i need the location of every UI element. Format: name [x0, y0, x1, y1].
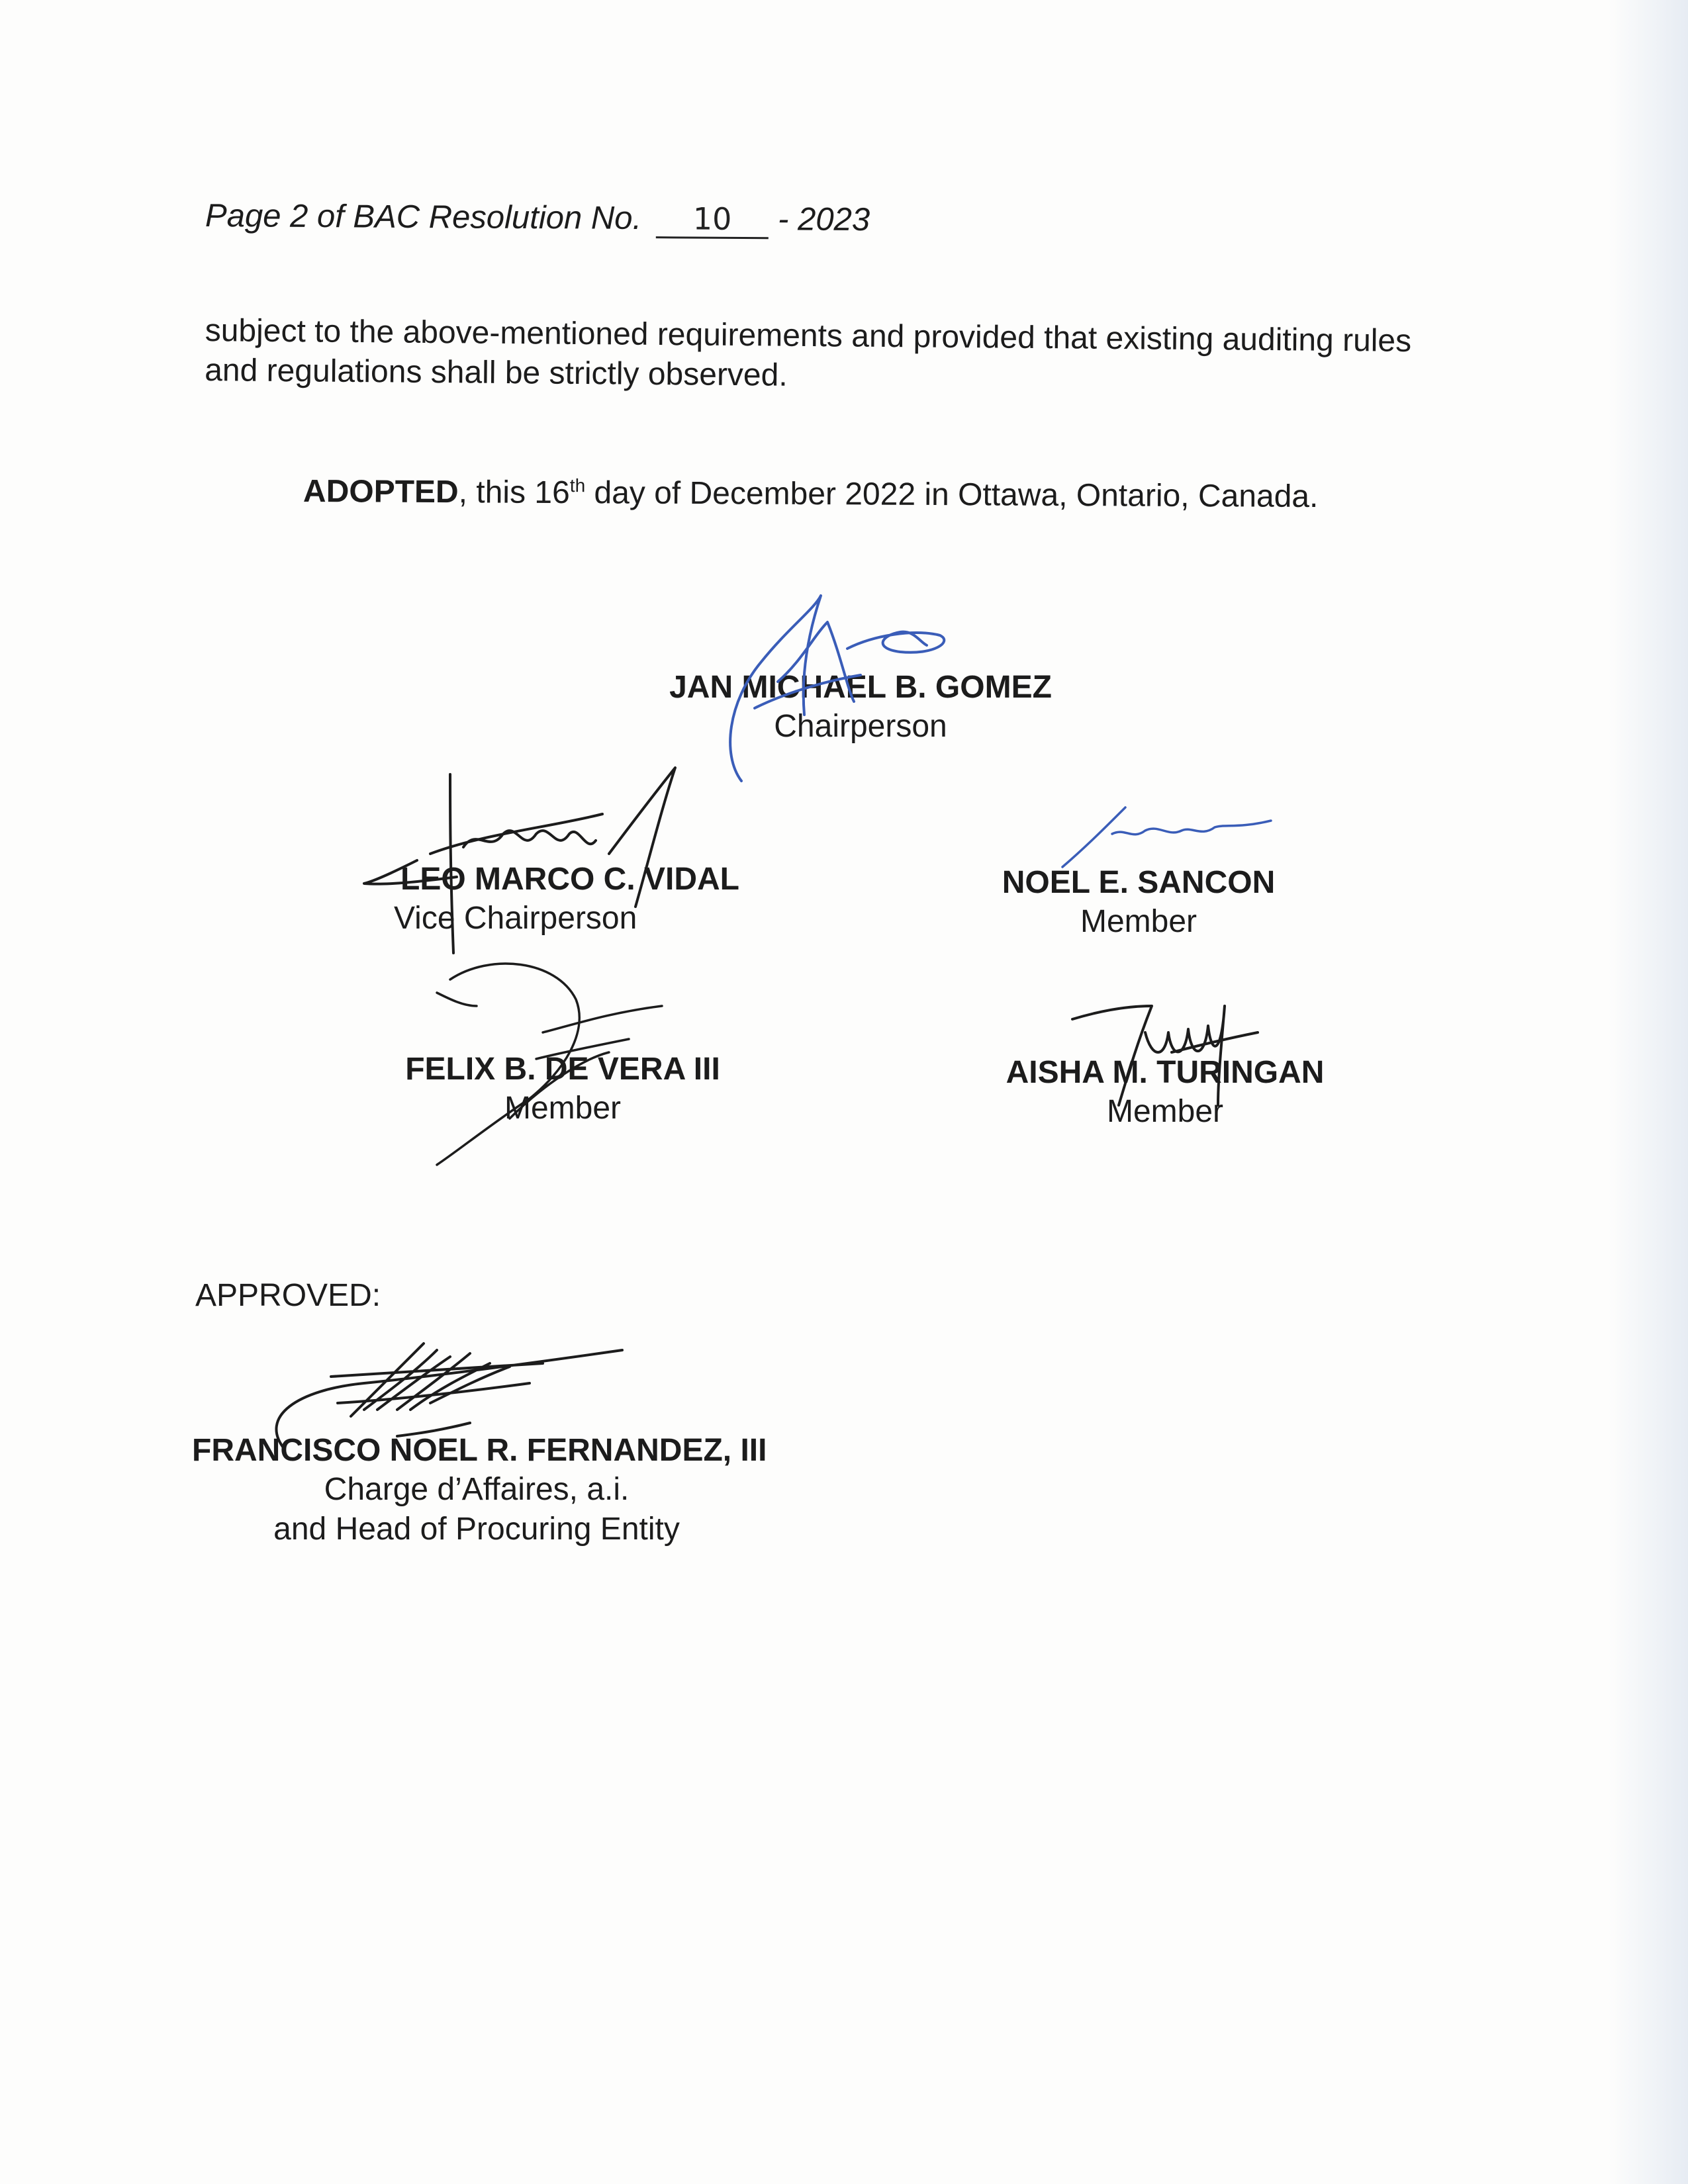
signatory-member-sancon: [980, 864, 1297, 942]
page-header: [205, 197, 870, 240]
signatory-name: JAN MICHAEL B. GOMEZ: [669, 670, 1052, 705]
signatory-title: Chairperson: [774, 709, 947, 744]
adopted-text-post: day of December 2022 in Ottawa, Ontario, Canada.: [585, 475, 1319, 515]
signatory-title: Member: [504, 1091, 622, 1126]
signatory-name: LEO MARCO C. VIDAL: [400, 862, 739, 897]
adopted-statement: [303, 473, 1319, 515]
signature-member-sancon: [1059, 801, 1284, 874]
approver-title: and Head of Procuring Entity: [273, 1512, 680, 1547]
header-year: - 2023: [777, 201, 870, 238]
paragraph-line: and regulations shall be strictly observed.: [204, 352, 788, 393]
signature-vice-chair: [351, 761, 708, 960]
signatory-name: NOEL E. SANCON: [1002, 865, 1276, 900]
adopted-keyword: ADOPTED: [303, 474, 459, 510]
approved-label: APPROVED:: [195, 1278, 381, 1313]
signature-member-turingan: [1066, 993, 1264, 1112]
signatory-name: AISHA M. TURINGAN: [1006, 1055, 1325, 1090]
adopted-text-pre: , this 16: [458, 475, 570, 511]
signatory-name: FELIX B. DE VERA III: [405, 1052, 720, 1087]
approver-name: FRANCISCO NOEL R. FERNANDEZ, III: [192, 1433, 767, 1468]
signature-chair: [715, 582, 966, 801]
paragraph-line: subject to the above-mentioned requirements and provided that existing auditing rules: [205, 312, 1412, 359]
signature-member-devera: [410, 953, 675, 1171]
signature-approver: [232, 1337, 642, 1456]
adopted-ordinal: th: [569, 475, 586, 496]
signatory-title: Vice Chairperson: [394, 901, 637, 936]
scan-shadow: [1609, 0, 1688, 2184]
resolution-number: 10: [656, 201, 769, 239]
header-prefix: Page 2 of BAC Resolution No.: [205, 198, 642, 237]
body-paragraph: [205, 311, 1411, 401]
signatory-title: Member: [1106, 1094, 1224, 1129]
approver-title: Charge d’Affaires, a.i.: [324, 1472, 630, 1507]
signatory-title: Member: [1080, 904, 1197, 939]
